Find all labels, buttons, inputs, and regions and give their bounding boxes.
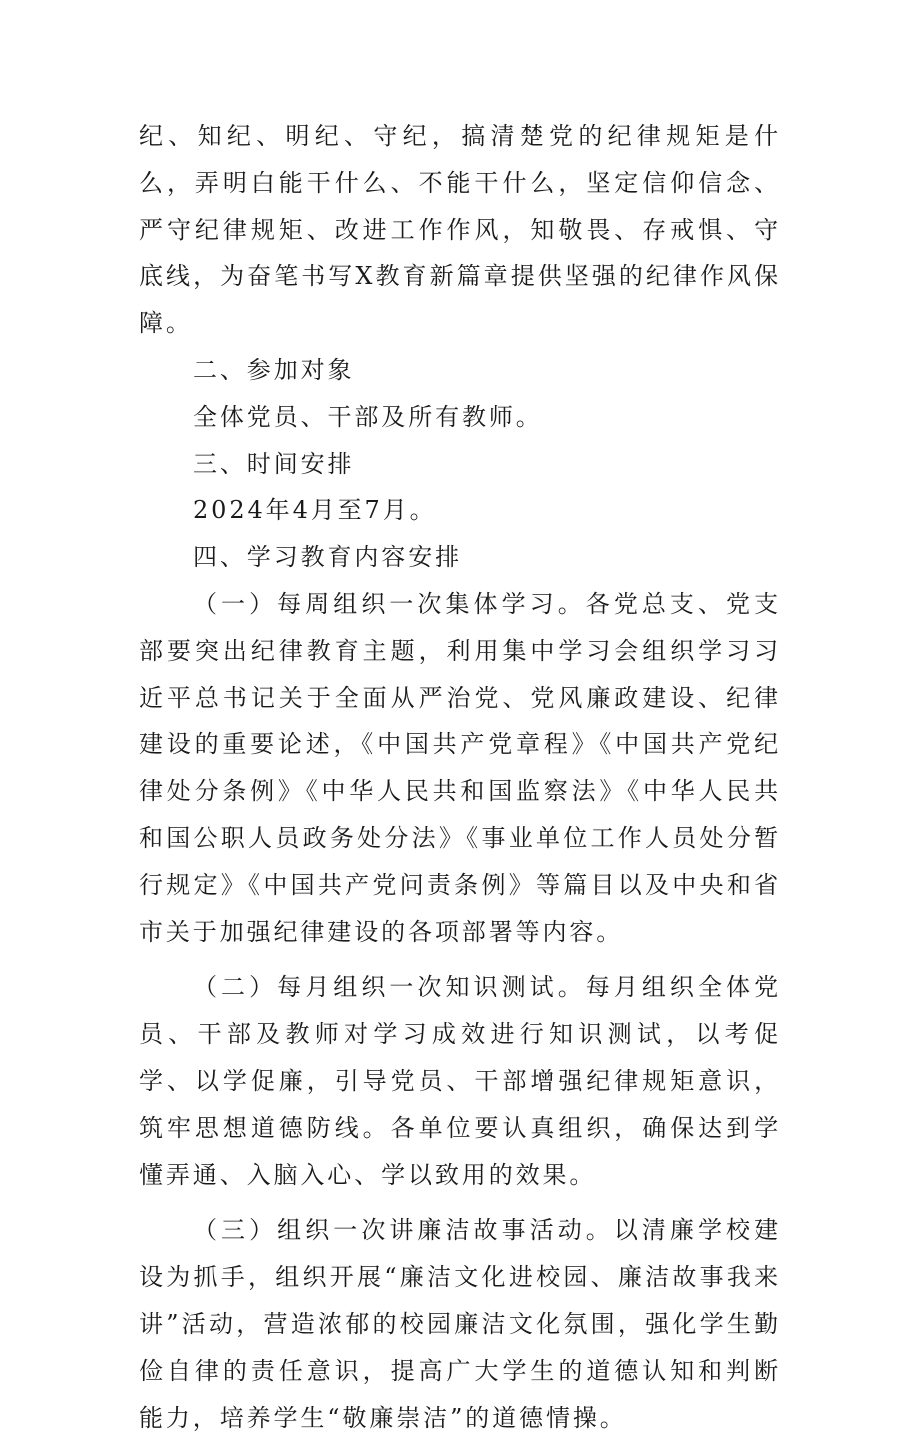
paragraph-objective-continuation: 纪、知纪、明纪、守纪，搞清楚党的纪律规矩是什么，弄明白能干什么、不能干什么，坚定信仰信念、严守纪律规矩、改进工作作风，知敬畏、存戒惧、守底线，为奋笔书写X教育新篇章提供坚强的纪律作风保障。 <box>139 122 781 338</box>
heading-content-arrangement: 四、学习教育内容安排 <box>193 543 462 572</box>
heading-participants: 二、参加对象 <box>193 355 355 384</box>
document-body <box>139 113 781 1441</box>
paragraph-participants: 全体党员、干部及所有教师。 <box>193 402 543 431</box>
paragraph-integrity-story: （三）组织一次讲廉洁故事活动。以清廉学校建设为抓手，组织开展“廉洁文化进校园、廉洁故事我来讲”活动，营造浓郁的校园廉洁文化氛围，强化学生勤俭自律的责任意识，提高广大学生的道德认知和判断能力，培养学生“敬廉崇洁”的道德情操。 <box>139 1216 781 1432</box>
paragraph-weekly-study: （一）每周组织一次集体学习。各党总支、党支部要突出纪律教育主题，利用集中学习会组织学习习近平总书记关于全面从严治党、党风廉政建设、纪律建设的重要论述，《中国共产党章程》《中国共产党纪律处分条例》《中华人民共和国监察法》《中华人民共和国公职人员政务处分法》《事业单位工作人员处分暂行规定》《中国共产党问责条例》等篇目以及中央和省市关于加强纪律建设的各项部署等内容。 <box>139 589 781 946</box>
paragraph-schedule: 2024年4月至7月。 <box>193 496 437 525</box>
paragraph-monthly-test: （二）每月组织一次知识测试。每月组织全体党员、干部及教师对学习成效进行知识测试，以考促学、以学促廉，引导党员、干部增强纪律规矩意识，筑牢思想道德防线。各单位要认真组织，确保达到学懂弄通、入脑入心、学以致用的效果。 <box>139 973 781 1189</box>
heading-schedule: 三、时间安排 <box>193 449 355 478</box>
